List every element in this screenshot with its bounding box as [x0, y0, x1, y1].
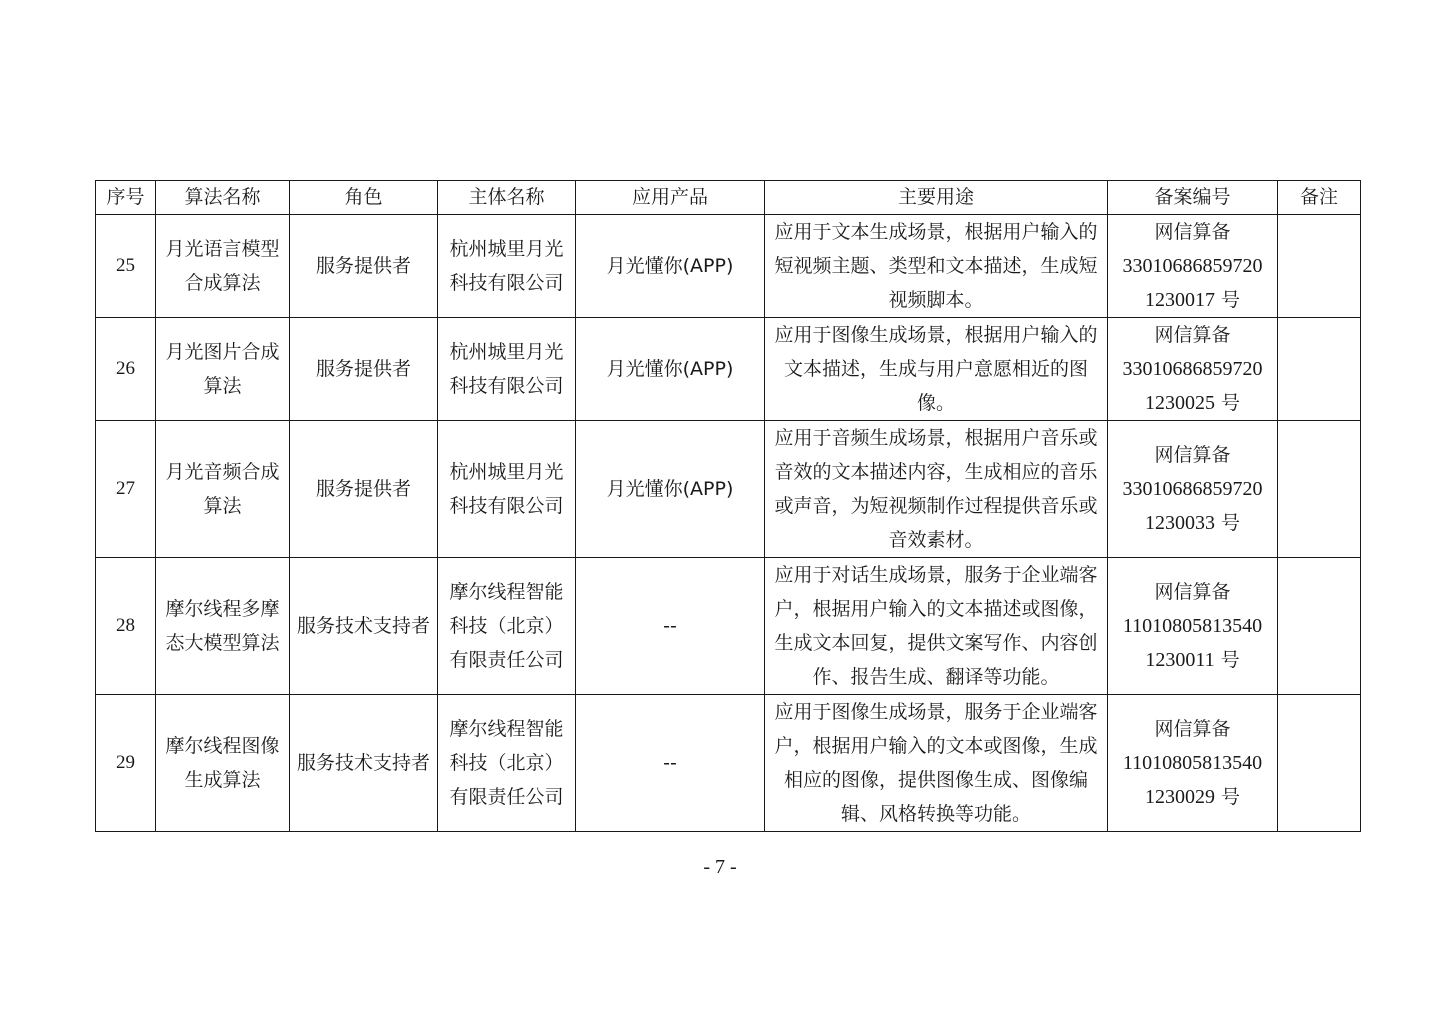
- entity-name: 摩尔线程智能科技（北京）有限责任公司: [438, 695, 576, 832]
- algorithm-name: 摩尔线程多摩态大模型算法: [156, 558, 290, 695]
- row-no: 25: [96, 215, 156, 318]
- reg-prefix: 网信算备: [1154, 444, 1231, 466]
- entity-name: 杭州城里月光科技有限公司: [438, 215, 576, 318]
- table-row: [96, 558, 1361, 695]
- table-header-row: [96, 181, 1361, 215]
- purpose: 应用于图像生成场景，服务于企业端客户，根据用户输入的文本或图像，生成相应的图像，提供图像生成、图像编辑、风格转换等功能。: [765, 695, 1108, 832]
- role: 服务提供者: [290, 215, 438, 318]
- table-row: [96, 421, 1361, 558]
- header-purpose: 主要用途: [765, 181, 1108, 215]
- remark: [1278, 318, 1361, 421]
- reg-suffix: 号: [1221, 289, 1241, 311]
- algorithm-name: 月光图片合成算法: [156, 318, 290, 421]
- purpose: 应用于图像生成场景，根据用户输入的文本描述，生成与用户意愿相近的图像。: [765, 318, 1108, 421]
- product: --: [576, 695, 765, 832]
- row-no: 29: [96, 695, 156, 832]
- purpose: 应用于音频生成场景，根据用户音乐或音效的文本描述内容，生成相应的音乐或声音，为短视频制作过程提供音乐或音效素材。: [765, 421, 1108, 558]
- table-row: [96, 318, 1361, 421]
- row-no: 28: [96, 558, 156, 695]
- role: 服务提供者: [290, 318, 438, 421]
- reg-digits-2: 1230017: [1144, 289, 1215, 311]
- entity-name: 摩尔线程智能科技（北京）有限责任公司: [438, 558, 576, 695]
- row-no: 26: [96, 318, 156, 421]
- reg-digits-1: 11010805813540: [1122, 752, 1263, 774]
- reg-digits-1: 33010686859720: [1122, 255, 1263, 277]
- header-role: 角色: [290, 181, 438, 215]
- header-registration-no: 备案编号: [1108, 181, 1278, 215]
- entity-name: 杭州城里月光科技有限公司: [438, 421, 576, 558]
- product: 月光懂你(APP): [576, 318, 765, 421]
- reg-prefix: 网信算备: [1154, 324, 1231, 346]
- registration-no: [1108, 318, 1278, 421]
- reg-digits-1: 33010686859720: [1122, 358, 1263, 380]
- reg-digits-2: 1230025: [1144, 392, 1215, 414]
- algorithm-name: 月光语言模型合成算法: [156, 215, 290, 318]
- reg-digits-2: 1230011: [1145, 649, 1215, 671]
- header-entity: 主体名称: [438, 181, 576, 215]
- registration-no: [1108, 695, 1278, 832]
- table-row: [96, 215, 1361, 318]
- page-number: - 7 -: [703, 856, 737, 878]
- reg-prefix: 网信算备: [1154, 581, 1231, 603]
- role: 服务提供者: [290, 421, 438, 558]
- registration-no: [1108, 421, 1278, 558]
- algorithm-registry-table: [95, 180, 1361, 832]
- table-row: [96, 695, 1361, 832]
- reg-suffix: 号: [1220, 649, 1240, 671]
- role: 服务技术支持者: [290, 695, 438, 832]
- remark: [1278, 558, 1361, 695]
- reg-suffix: 号: [1221, 392, 1241, 414]
- reg-prefix: 网信算备: [1154, 221, 1231, 243]
- reg-suffix: 号: [1221, 512, 1241, 534]
- role: 服务技术支持者: [290, 558, 438, 695]
- remark: [1278, 695, 1361, 832]
- purpose: 应用于对话生成场景，服务于企业端客户，根据用户输入的文本描述或图像，生成文本回复，提供文案写作、内容创作、报告生成、翻译等功能。: [765, 558, 1108, 695]
- header-no: 序号: [96, 181, 156, 215]
- reg-digits-2: 1230029: [1144, 786, 1215, 808]
- remark: [1278, 215, 1361, 318]
- remark: [1278, 421, 1361, 558]
- registration-no: [1108, 215, 1278, 318]
- header-remark: 备注: [1278, 181, 1361, 215]
- reg-prefix: 网信算备: [1154, 718, 1231, 740]
- reg-digits-2: 1230033: [1144, 512, 1215, 534]
- registration-no: [1108, 558, 1278, 695]
- reg-digits-1: 33010686859720: [1122, 478, 1263, 500]
- reg-digits-1: 11010805813540: [1122, 615, 1263, 637]
- product: 月光懂你(APP): [576, 421, 765, 558]
- entity-name: 杭州城里月光科技有限公司: [438, 318, 576, 421]
- header-product: 应用产品: [576, 181, 765, 215]
- product: 月光懂你(APP): [576, 215, 765, 318]
- algorithm-name: 月光音频合成算法: [156, 421, 290, 558]
- reg-suffix: 号: [1221, 786, 1241, 808]
- row-no: 27: [96, 421, 156, 558]
- product: --: [576, 558, 765, 695]
- algorithm-name: 摩尔线程图像生成算法: [156, 695, 290, 832]
- header-algorithm: 算法名称: [156, 181, 290, 215]
- purpose: 应用于文本生成场景，根据用户输入的短视频主题、类型和文本描述，生成短视频脚本。: [765, 215, 1108, 318]
